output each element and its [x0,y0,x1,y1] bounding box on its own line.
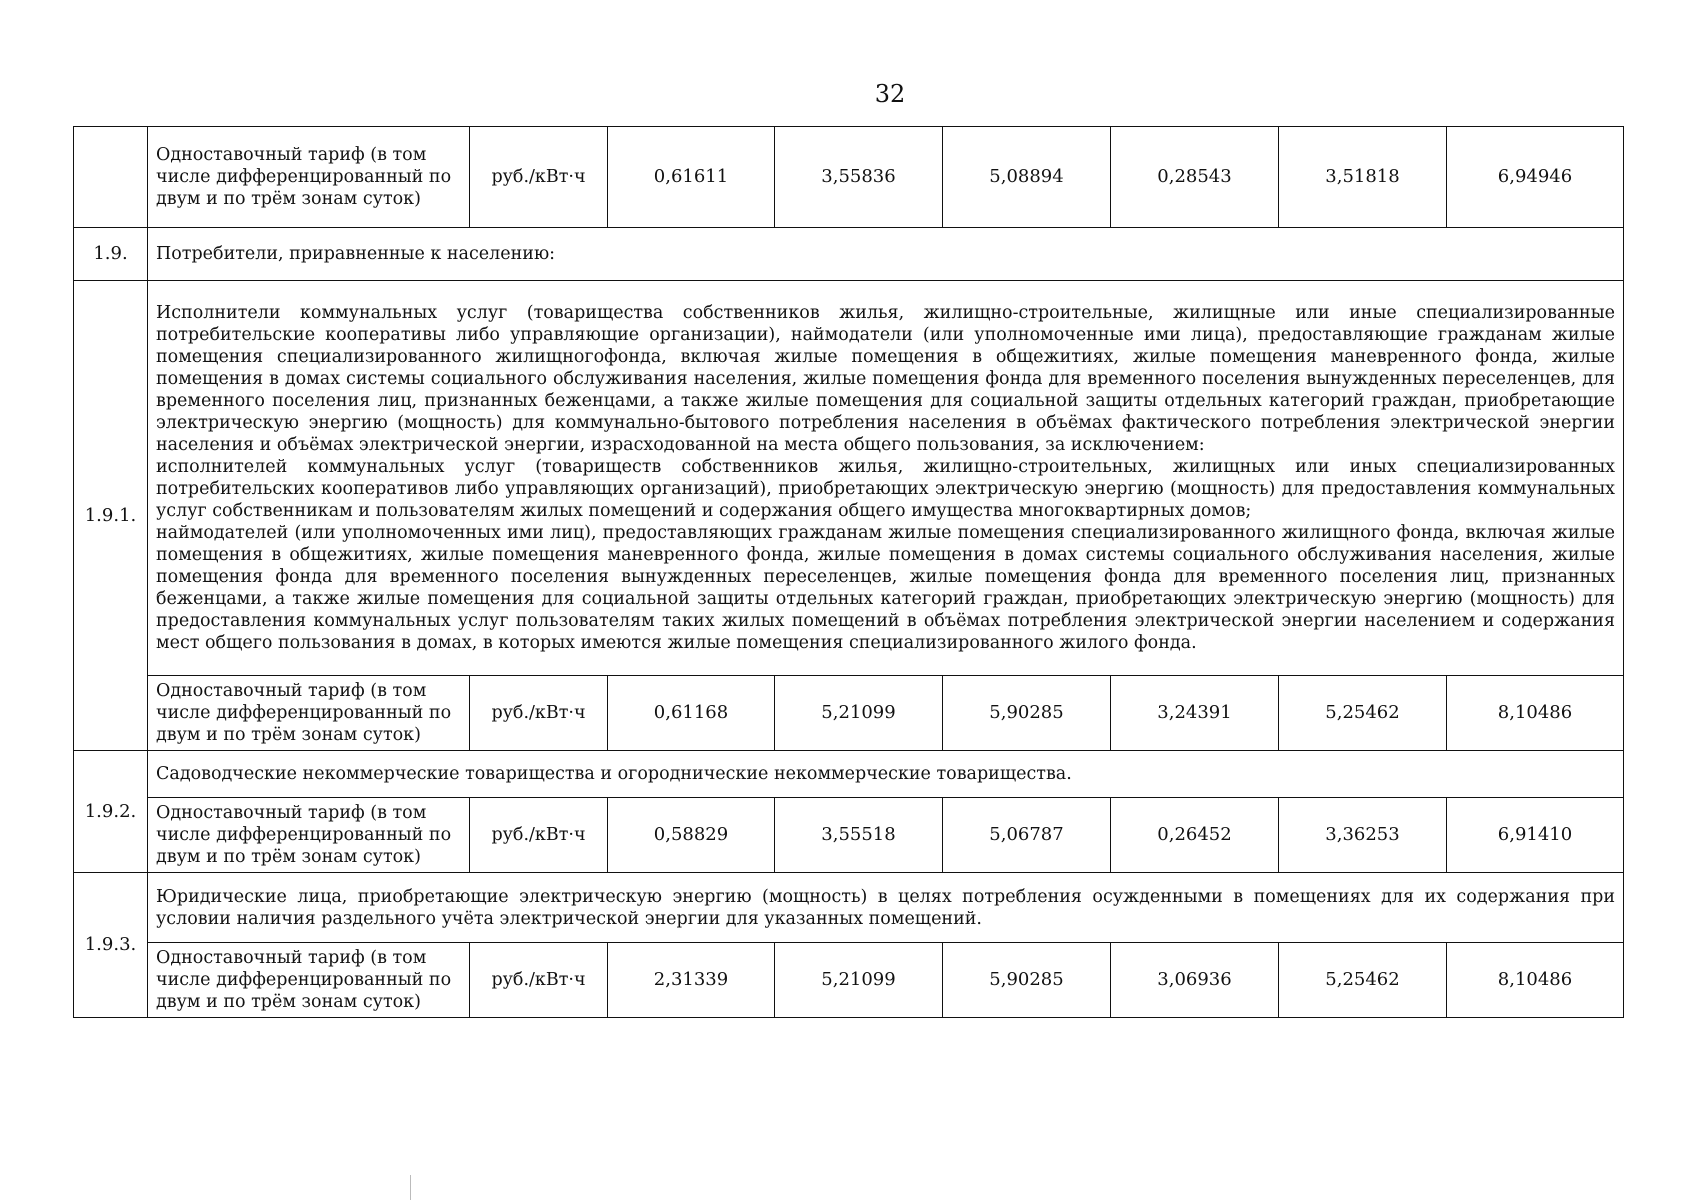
value-cell: 0,58829 [608,798,775,873]
value-cell: 5,06787 [943,798,1111,873]
value-cell: 5,08894 [943,127,1111,228]
section-heading: Садоводческие некоммерческие товарищества и огороднические некоммерческие товарищества. [148,751,1624,798]
table-row [74,751,1624,798]
unit-cell: руб./кВт·ч [470,676,608,751]
value-cell: 5,25462 [1279,676,1447,751]
row-code: 1.9.2. [74,751,148,873]
value-cell: 3,55518 [775,798,943,873]
table-row [74,676,1624,751]
row-code [74,127,148,228]
section-heading: Потребители, приравненные к населению: [148,228,1624,281]
value-cell: 2,31339 [608,943,775,1018]
table-row [74,943,1624,1018]
value-cell: 6,91410 [1447,798,1624,873]
value-cell: 3,36253 [1279,798,1447,873]
value-cell: 5,21099 [775,943,943,1018]
value-cell: 3,55836 [775,127,943,228]
row-code: 1.9. [74,228,148,281]
value-cell: 5,90285 [943,943,1111,1018]
value-cell: 3,51818 [1279,127,1447,228]
description-paragraph: наймодателей (или уполномоченных ими лиц), предоставляющих гражданам жилые помещения специализированного жилищного фонда, включая жилые помещения в общежитиях, жилые помещения маневренного фонда, жилые помещения в домах системы социального обслуживания населения, жилые помещения фонда для временного поселения вынужденных переселенцев, жилые помещения фонда для временного поселения лиц, признанных беженцами, а также жилые помещения для социальной защиты отдельных категорий граждан, приобретающих электрическую энергию (мощность) для предоставления коммунальных услуг пользователям таких жилых помещений в объёмах потребления электрической энергии населением и содержания мест общего пользования в домах, в которых имеются жилые помещения специализированного жилого фонда. [156,523,1615,653]
value-cell: 5,21099 [775,676,943,751]
tariff-label: Одноставочный тариф (в том числе дифференцированный по двум и по трём зонам суток) [148,676,470,751]
description-paragraph: Исполнители коммунальных услуг (товарищества собственников жилья, жилищно-строительные, жилищные или иные специализированные потребительские кооперативы либо управляющие организации), наймодатели (или уполномоченные ими лица), предоставляющие гражданам жилые помещения специализированного жилищногофонда, включая жилые помещения в общежитиях, жилые помещения маневренного фонда, жилые помещения в домах системы социального обслуживания населения, жилые помещения фонда для временного поселения вынужденных переселенцев, для временного поселения лиц, признанных беженцами, а также жилые помещения для социальной защиты отдельных категорий граждан, приобретающие электрическую энергию (мощность) для коммунально-бытового потребления населения в объёмах фактического потребления электрической энергии населения и объёмах электрической энергии, израсходованной на места общего пользования, за исключением: [156,303,1615,455]
section-heading: Юридические лица, приобретающие электрическую энергию (мощность) в целях потребления осужденными в помещениях для их содержания при условии наличия раздельного учёта электрической энергии для указанных помещений. [148,873,1624,943]
tariff-table [73,126,1624,1018]
value-cell: 6,94946 [1447,127,1624,228]
row-code: 1.9.3. [74,873,148,1018]
tariff-label: Одноставочный тариф (в том числе дифференцированный по двум и по трём зонам суток) [148,127,470,228]
tariff-label: Одноставочный тариф (в том числе дифференцированный по двум и по трём зонам суток) [148,798,470,873]
tariff-label: Одноставочный тариф (в том числе дифференцированный по двум и по трём зонам суток) [148,943,470,1018]
value-cell: 0,61168 [608,676,775,751]
value-cell: 3,06936 [1111,943,1279,1018]
scan-mark [410,1175,411,1200]
value-cell: 8,10486 [1447,676,1624,751]
value-cell: 0,28543 [1111,127,1279,228]
value-cell: 5,90285 [943,676,1111,751]
row-code: 1.9.1. [74,281,148,751]
table-row [74,873,1624,943]
value-cell: 0,61611 [608,127,775,228]
table-row [74,281,1624,676]
table-row [74,228,1624,281]
unit-cell: руб./кВт·ч [470,127,608,228]
unit-cell: руб./кВт·ч [470,798,608,873]
value-cell: 8,10486 [1447,943,1624,1018]
page-number: 32 [874,80,906,108]
consumer-description [148,281,1624,676]
unit-cell: руб./кВт·ч [470,943,608,1018]
value-cell: 3,24391 [1111,676,1279,751]
description-paragraph: исполнителей коммунальных услуг (товариществ собственников жилья, жилищно-строительных, жилищных или иных специализированных потребительских кооперативов либо управляющих организаций), приобретающих электрическую энергию (мощность) для предоставления коммунальных услуг собственникам и пользователям жилых помещений и содержания общего имущества многоквартирных домов; [156,457,1615,521]
table-row [74,798,1624,873]
value-cell: 5,25462 [1279,943,1447,1018]
table-row [74,127,1624,228]
value-cell: 0,26452 [1111,798,1279,873]
